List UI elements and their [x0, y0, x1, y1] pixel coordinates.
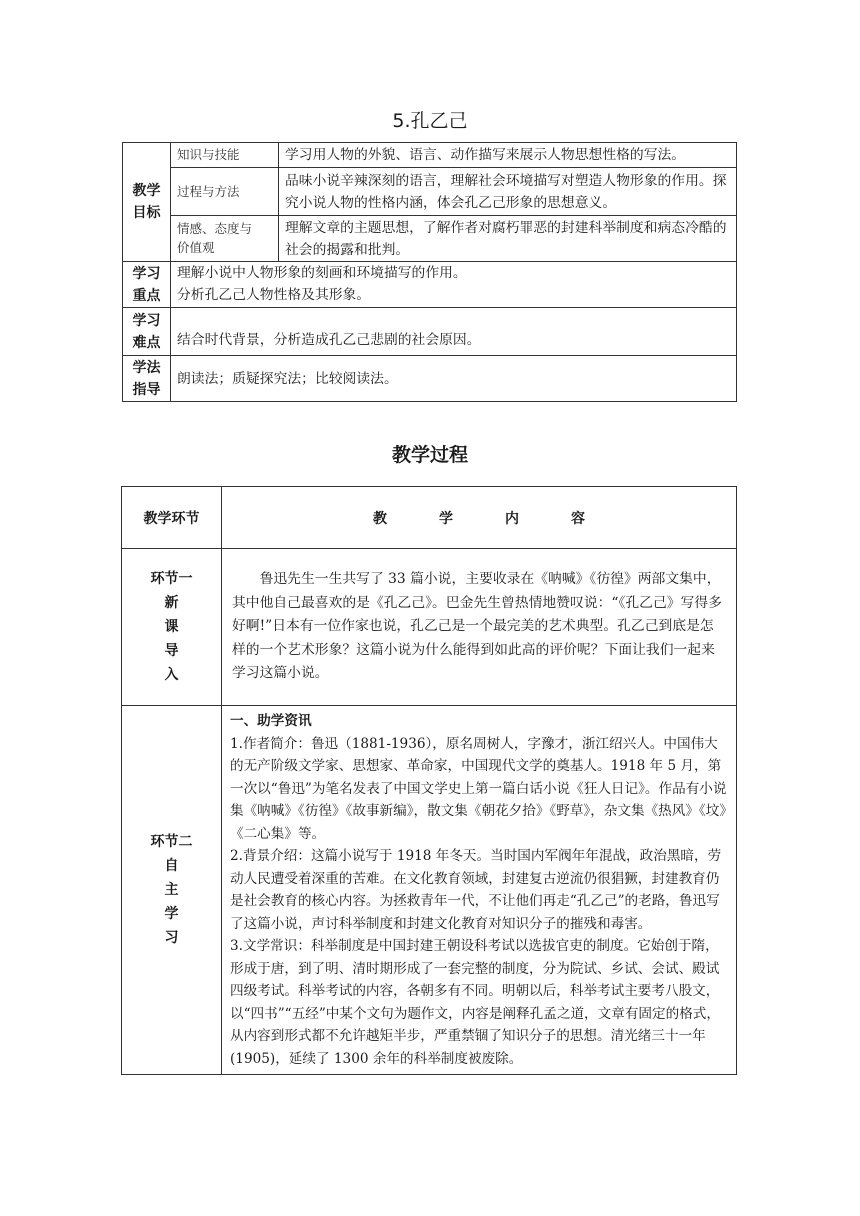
section-heading: 一、助学资讯 [230, 713, 312, 729]
goal-type: 过程与方法 [171, 168, 279, 216]
method-label: 学法指导 [132, 359, 161, 398]
difficulty-label-cell [123, 308, 171, 356]
goals-label: 教学目标 [132, 183, 161, 221]
author-intro: 1.作者简介：鲁迅（1881-1936），原名周树人，字豫才，浙江绍兴人。中国伟大的无产阶级文学家、思想家、革命家，中国现代文学的奠基人。1918 年 5 月，第一次以“鲁迅”为笔名发表了中国文学史上第一篇白话小说《狂人日记》。作品有小说集《呐喊》《彷徨》《故事新编》，散文集《朝花夕拾》《野草》，杂文集《热风》《坟》《二心集》等。 [230, 735, 727, 842]
focus-label-cell [123, 262, 171, 308]
method-text: 朗读法；质疑探究法；比较阅读法。 [171, 356, 737, 402]
goals-table [122, 142, 737, 402]
stage-column-header: 教学环节 [122, 487, 222, 549]
method-label-cell [123, 356, 171, 402]
goal-text: 理解文章的主题思想，了解作者对腐朽罪恶的封建科举制度和病态冷酷的社会的揭露和批判。 [279, 216, 737, 262]
focus-content [171, 262, 737, 308]
process-title: 教学过程 [391, 444, 468, 466]
goal-type: 知识与技能 [171, 143, 279, 168]
focus-line: 分析孔乙己人物性格及其形象。 [177, 287, 371, 303]
content-column-header: 教 学 内 容 [222, 487, 737, 549]
lesson-title: 5.孔乙己 [392, 110, 468, 132]
stage1-label: 环节一 新 课 导 入 [122, 549, 222, 706]
focus-label: 学习重点 [132, 265, 161, 304]
goal-type: 情感、态度与价值观 [171, 216, 279, 262]
goal-text: 学习用人物的外貌、语言、动作描写来展示人物思想性格的写法。 [279, 143, 737, 168]
focus-line: 理解小说中人物形象的刻画和环境描写的作用。 [177, 265, 467, 281]
literary-knowledge: 3.文学常识：科举制度是中国封建王朝设科考试以选拔官吏的制度。它始创于隋，形成于唐，到了明、清时期形成了一套完整的制度，分为院试、乡试、会试、殿试四级考试。科举考试的内容，各朝多有不同。明朝以后，科举考试主要考八股文，以“四书”“五经”中某个文句为题作文，内容是阐释孔孟之道，文章有固定的格式，从内容到形式都不允许越矩半步，严重禁锢了知识分子的思想。清光绪三十一年(1905)，延续了 1300 余年的科举制度被废除。 [230, 938, 720, 1067]
goals-label-cell [123, 143, 171, 262]
stage2-content [222, 706, 737, 1075]
difficulty-text: 结合时代背景，分析造成孔乙己悲剧的社会原因。 [171, 308, 737, 356]
process-table [121, 486, 737, 1075]
stage1-content: 鲁迅先生一生共写了 33 篇小说，主要收录在《呐喊》《彷徨》两部文集中，其中他自己最喜欢的是《孔乙己》。巴金先生曾热情地赞叹说：“《孔乙己》写得多好啊!”日本有一位作家也说，孔乙己是一个最完美的艺术典型。孔乙己到底是怎样的一个艺术形象？这篇小说为什么能得到如此高的评价呢？下面让我们一起来学习这篇小说。 [222, 549, 737, 706]
difficulty-label: 学习难点 [132, 312, 161, 351]
background-intro: 2.背景介绍：这篇小说写于 1918 年冬天。当时国内军阀年年混战，政治黑暗，劳动人民遭受着深重的苦难。在文化教育领域，封建复古逆流仍很猖獗，封建教育仍是社会教育的核心内容。为拯救青年一代，不让他们再走“孔乙己”的老路，鲁迅写了这篇小说，声讨科举制度和封建文化教育对知识分子的摧残和毒害。 [230, 848, 722, 932]
goal-text: 品味小说辛辣深刻的语言，理解社会环境描写对塑造人物形象的作用。探究小说人物的性格内涵，体会孔乙己形象的思想意义。 [279, 168, 737, 216]
stage2-label: 环节二 自 主 学 习 [122, 706, 222, 1075]
